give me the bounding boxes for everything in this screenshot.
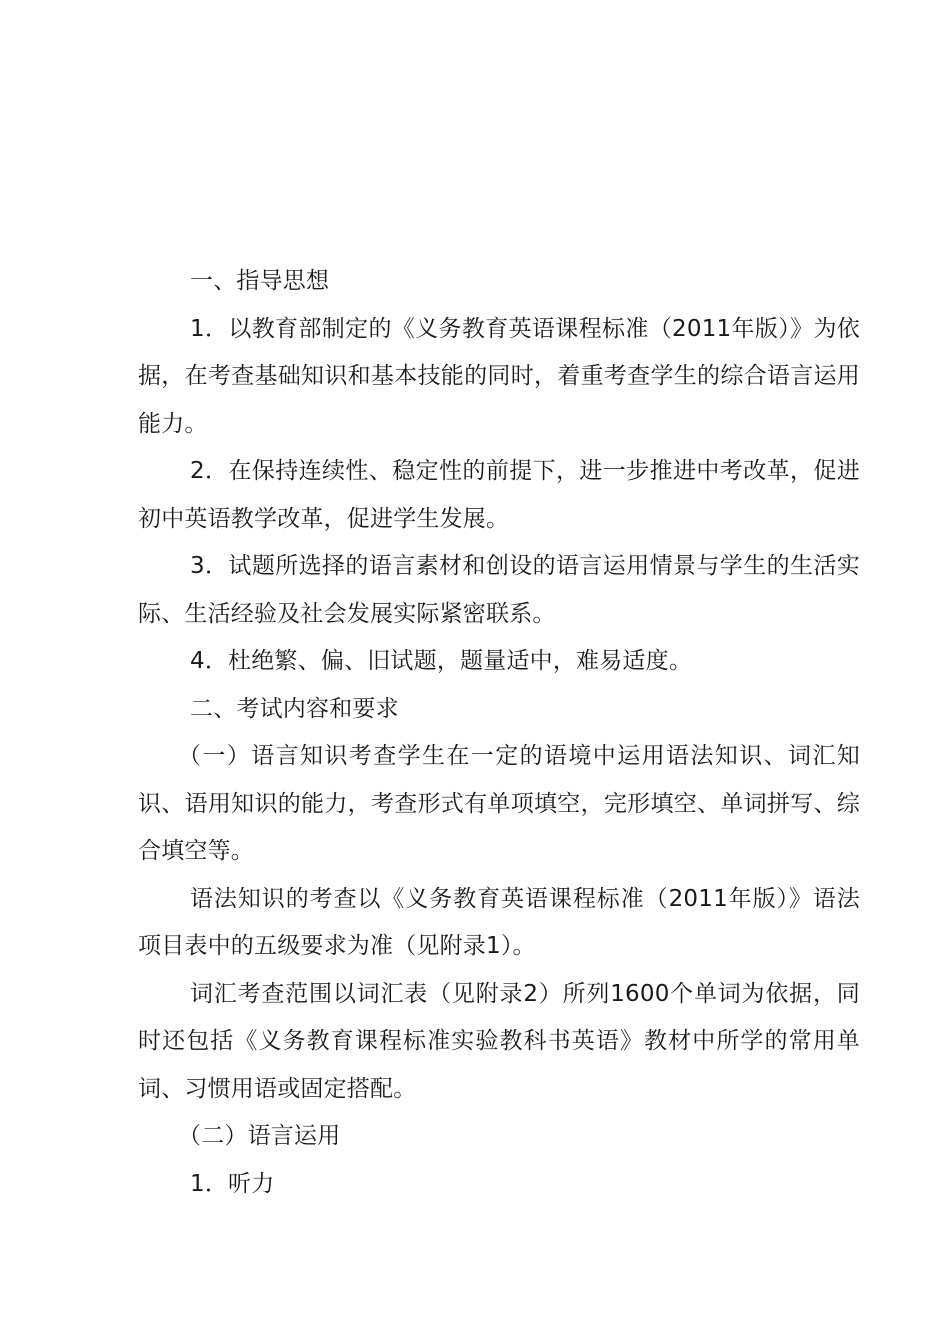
paragraph-grammar-knowledge: 语法知识的考查以《义务教育英语课程标准（2011年版）》语法项目表中的五级要求为准（见附录1）。 [138, 885, 860, 959]
paragraph-language-knowledge: （一）语言知识考查学生在一定的语境中运用语法知识、词汇知识、语用知识的能力，考查形式有单项填空，完形填空、单词拼写、综合填空等。 [138, 743, 860, 864]
section-heading-guiding-ideology: 一、指导思想 [190, 268, 330, 294]
paragraph-point-2: 2．在保持连续性、稳定性的前提下，进一步推进中考改革，促进初中英语教学改革，促进学生发展。 [138, 458, 860, 532]
paragraph-point-3: 3．试题所选择的语言素材和创设的语言运用情景与学生的生活实际、生活经验及社会发展实际紧密联系。 [138, 553, 860, 627]
paragraph-point-4: 4．杜绝繁、偏、旧试题，题量适中，难易适度。 [190, 648, 693, 674]
document-body [138, 258, 860, 1208]
subsection-heading-language-use: （二）语言运用 [178, 1123, 341, 1149]
paragraph-point-1: 1．以教育部制定的《义务教育英语课程标准（2011年版）》为依据，在考查基础知识和基本技能的同时，着重考查学生的综合语言运用能力。 [138, 315, 860, 437]
paragraph-vocabulary-scope: 词汇考查范围以词汇表（见附录2）所列1600个单词为依据，同时还包括《义务教育课程标准实验教科书英语》教材中所学的常用单词、习惯用语或固定搭配。 [138, 980, 860, 1102]
section-heading-exam-content: 二、考试内容和要求 [190, 695, 399, 722]
item-heading-listening: 1．听力 [190, 1170, 275, 1197]
